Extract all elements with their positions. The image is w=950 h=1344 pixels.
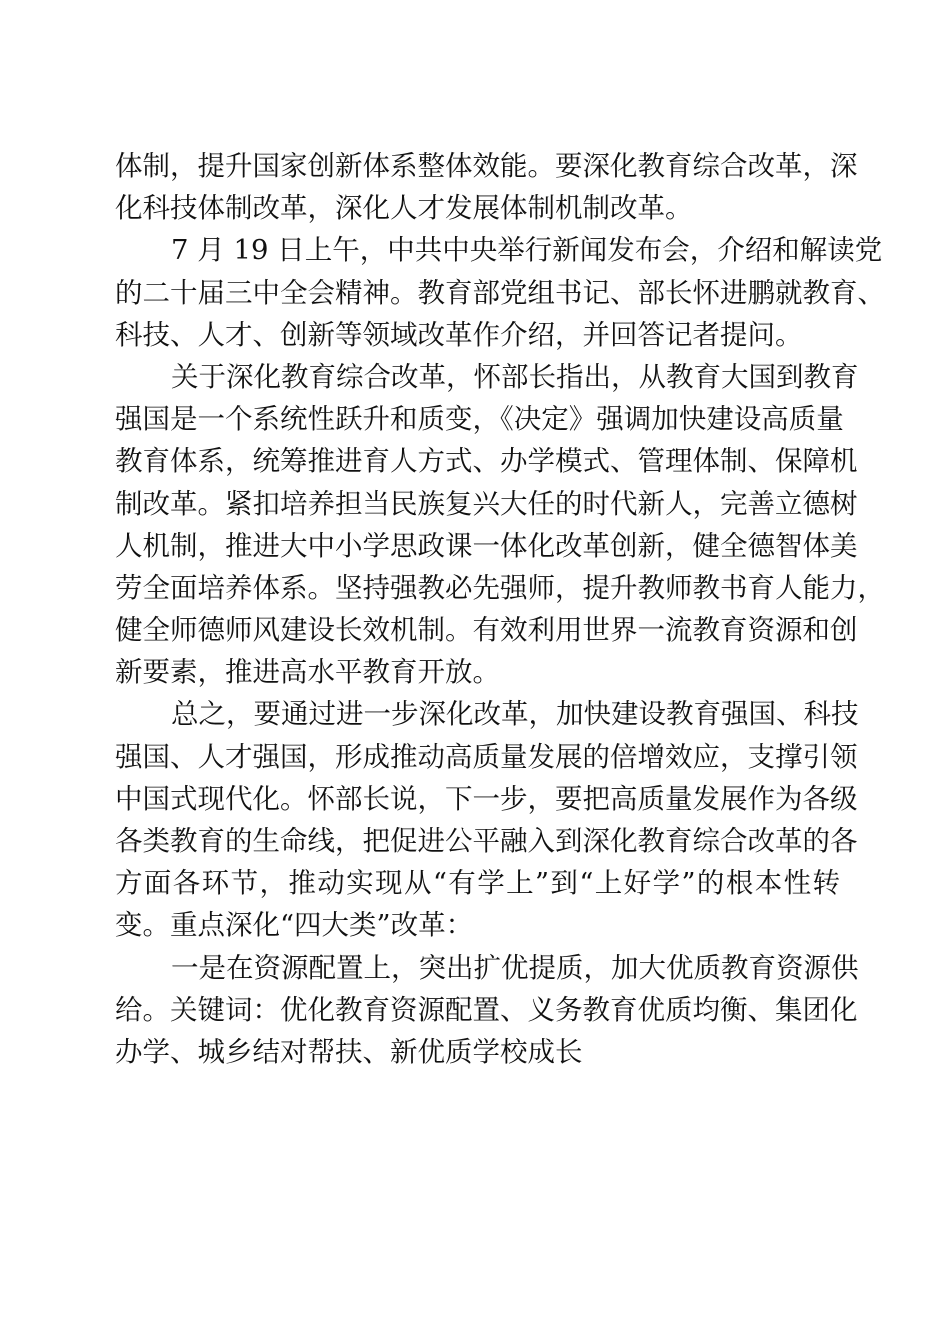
paragraph-line: 教育体系，统筹推进育人方式、办学模式、管理体制、保障机 xyxy=(115,445,858,478)
paragraph-line: 各类教育的生命线，把促进公平融入到深化教育综合改革的各 xyxy=(115,825,858,857)
paragraph-line: 人机制，推进大中小学思政课一体化改革创新，健全德智体美 xyxy=(115,529,858,562)
paragraph-5 xyxy=(115,947,859,1074)
paragraph-line: 新要素，推进高水平教育开放。 xyxy=(115,656,500,689)
paragraph-line: 关于深化教育综合改革，怀部长指出，从教育大国到教育 xyxy=(171,360,859,393)
paragraph-line: 的二十届三中全会精神。教育部党组书记、部长怀进鹏就教育、 xyxy=(115,276,885,309)
paragraph-line: 给。关键词：优化教育资源配置、义务教育优质均衡、集团化 xyxy=(115,993,858,1026)
paragraph-line: 体制，提升国家创新体系整体效能。要深化教育综合改革，深 xyxy=(115,150,858,182)
paragraph-1 xyxy=(115,145,858,229)
document-body xyxy=(115,145,885,1073)
paragraph-line: 中国式现代化。怀部长说，下一步，要把高质量发展作为各级 xyxy=(115,782,858,815)
paragraph-line: 办学、城乡结对帮扶、新优质学校成长 xyxy=(115,1035,583,1068)
paragraph-line: 变。重点深化“四大类”改革： xyxy=(115,909,474,942)
paragraph-line: 一是在资源配置上，突出扩优提质，加大优质教育资源供 xyxy=(171,951,859,984)
paragraph-line: 强国是一个系统性跃升和质变，《决定》强调加快建设高质量 xyxy=(115,403,844,436)
paragraph-line: 健全师德师风建设长效机制。有效利用世界一流教育资源和创 xyxy=(115,614,858,647)
paragraph-line: 劳全面培养体系。坚持强教必先强师，提升教师教书育人能力， xyxy=(115,571,885,604)
paragraph-line: 总之，要通过进一步深化改革，加快建设教育强国、科技 xyxy=(171,698,859,731)
paragraph-2 xyxy=(115,229,885,356)
paragraph-line: 方面各环节，推动实现从“有学上”到“上好学”的根本性转 xyxy=(115,867,840,900)
paragraph-line: 化科技体制改革，深化人才发展体制机制改革。 xyxy=(115,192,693,225)
paragraph-3 xyxy=(115,356,885,694)
paragraph-line: 科技、人才、创新等领域改革作介绍，并回答记者提问。 xyxy=(115,318,803,351)
paragraph-line: 制改革。紧扣培养担当民族复兴大任的时代新人，完善立德树 xyxy=(115,487,858,520)
paragraph-line: 7 月 19 日上午，中共中央举行新闻发布会，介绍和解读党 xyxy=(171,234,883,267)
paragraph-4 xyxy=(115,693,859,946)
paragraph-line: 强国、人才强国，形成推动高质量发展的倍增效应，支撑引领 xyxy=(115,740,858,773)
